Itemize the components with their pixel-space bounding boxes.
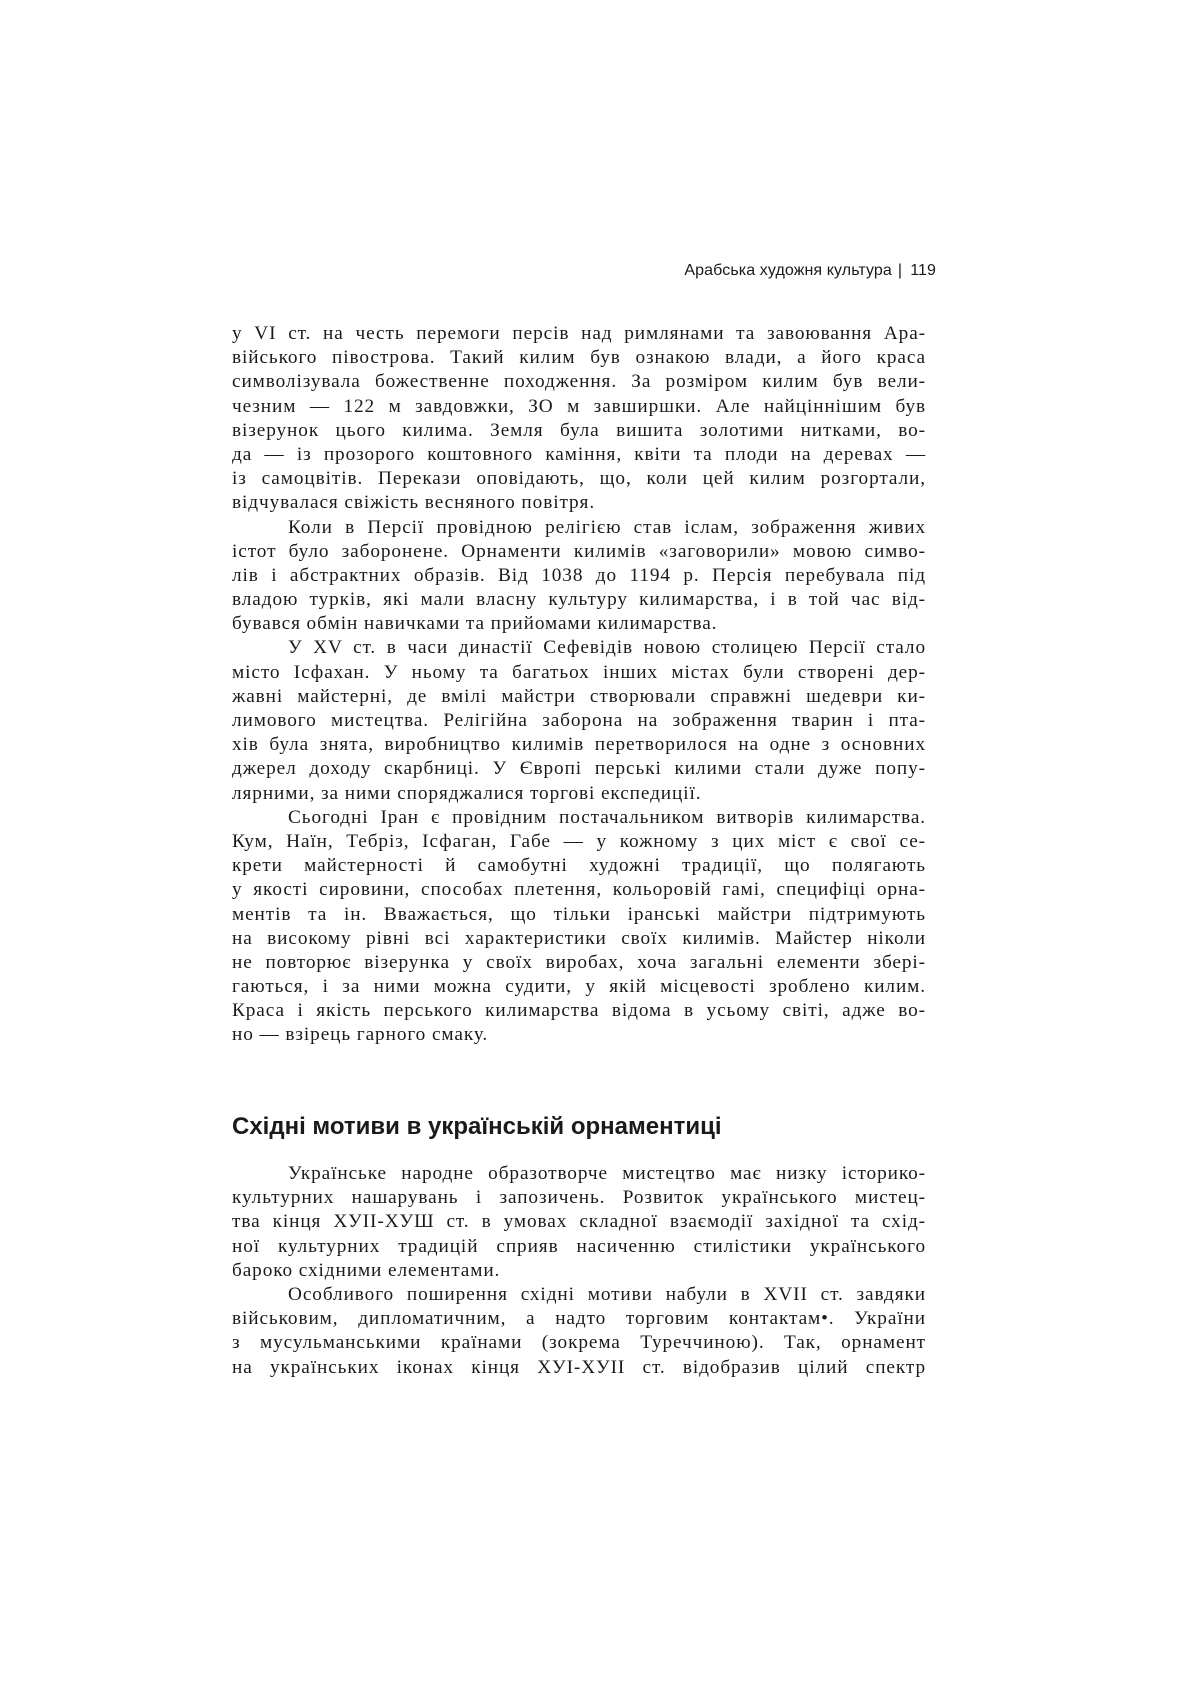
text-line: ментів та ін. Вважається, що тільки іранські майстри підтримують [232,903,926,925]
text-line: Сьогодні Іран є провідним постачальником витворів килимарства. [288,806,926,828]
text-line: на українських іконах кінця ХУІ-ХУІІ ст. відобразив цілий спектр [232,1356,926,1378]
text-line: лимового мистецтва. Релігійна заборона на зображення тварин і пта- [232,710,926,731]
text-line: у VI ст. на честь перемоги персів над римлянами та завоювання Ара- [232,323,926,344]
body-text-block-1 [232,322,926,1048]
text-line: Особливого поширення східні мотиви набули в XVII ст. завдяки [288,1283,926,1305]
text-line: да — із прозорого коштовного каміння, квіти та плоди на деревах — [232,443,926,465]
page-number: 119 [910,262,936,279]
running-head-separator: | [897,262,903,279]
text-line: Краса і якість перського килимарства відома в усьому світі, адже во- [232,1000,926,1022]
text-line: жавні майстерні, де вмілі майстри створювали справжні шедеври ки- [232,685,926,707]
text-line: бароко східними елементами. [232,1259,501,1281]
text-line: культурних нашарувань і запозичень. Розвиток українського мистец- [232,1187,926,1209]
body-text-block-2 [232,1162,926,1380]
text-line: візерунок цього килима. Земля була вишита золотими нитками, во- [232,419,926,441]
text-line: чезним — 122 м завдовжки, ЗО м завширшки. Але найціннішим був [232,395,926,417]
text-line: ної культурних традицій сприяв насиченню стилістики українського [232,1235,926,1257]
text-line: на високому рівні всі характеристики своїх килимів. Майстер ніколи [232,927,926,949]
text-line: хів була знята, виробництво килимів перетворилося на одне з основних [232,734,926,756]
text-line: місто Ісфахан. У ньому та багатьох інших містах були створені дер- [232,661,926,683]
text-line: військовим, дипломатичним, а надто торговим контактам•. України [232,1308,926,1330]
section-heading: Східні мотиви в українській орнаментиці [232,1113,722,1140]
text-line: джерел доходу скарбниці. У Європі перські килими стали дуже попу- [232,758,926,780]
text-line: но — взірець гарного смаку. [232,1024,489,1046]
text-line: Кум, Наїн, Тебріз, Ісфаган, Габе — у кожному з цих міст є свої се- [232,830,926,852]
text-line: у якості сировини, способах плетення, кольоровій гамі, специфіці орна- [232,879,926,901]
text-line: лів і абстрактних образів. Від 1038 до 1194 р. Персія перебувала під [232,564,926,586]
text-line: бувався обмін навичками та прийомами килимарства. [232,613,718,635]
text-line: гаються, і за ними можна судити, у якій місцевості зроблено килим. [232,976,926,998]
text-line: не повторює візерунка у своїх виробах, хоча загальні елементи збері- [232,951,926,973]
text-line: тва кінця ХУІІ-ХУШ ст. в умовах складної взаємодії західної та схід- [232,1211,926,1233]
text-line: крети майстерності й самобутні художні традиції, що полягають [232,855,926,877]
text-line: з мусульманськими країнами (зокрема Туреччиною). Так, орнамент [232,1332,926,1354]
running-head-title: Арабська художня культура [684,262,892,279]
text-line: із самоцвітів. Перекази оповідають, що, коли цей килим розгортали, [232,468,926,490]
text-line: істот було заборонене. Орнаменти килимів «заговорили» мовою симво- [232,540,926,562]
text-line: відчувалася свіжість весняного повітря. [232,492,596,514]
text-line: війського півострова. Такий килим був ознакою влади, а його краса [232,347,926,369]
text-line: лярними, за ними споряджалися торгові експедиції. [232,782,702,804]
text-line: Коли в Персії провідною релігією став іслам, зображення живих [288,516,926,538]
text-line: владою турків, які мали власну культуру килимарства, і в той час від- [232,589,926,611]
text-line: У XV ст. в часи династії Сефевідів новою столицею Персії стало [288,637,926,659]
text-line: Українське народне образотворче мистецтво має низку історико- [288,1163,926,1184]
running-head [684,262,936,280]
text-line: символізувала божественне походження. За розміром килим був вели- [232,371,926,393]
